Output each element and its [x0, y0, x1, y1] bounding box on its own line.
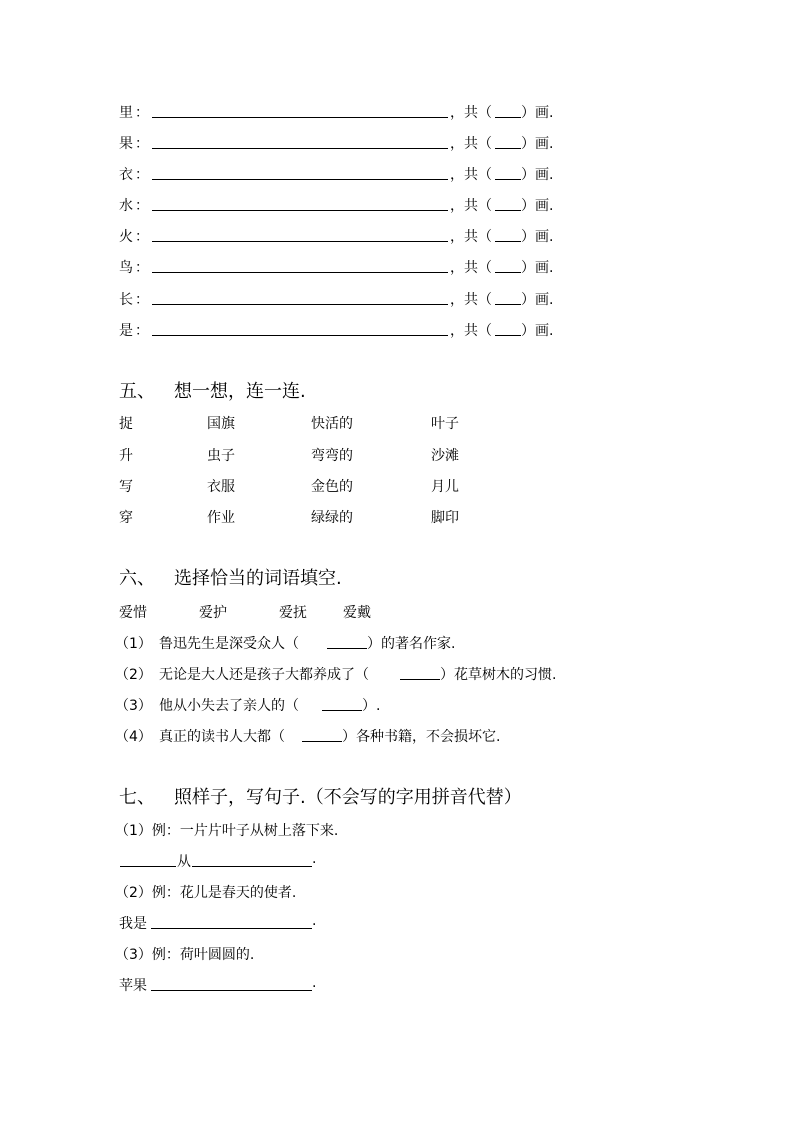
answer-blank[interactable] — [152, 335, 448, 336]
match-word[interactable]: 沙滩 — [431, 448, 459, 464]
example-sentence: （2）例：花儿是春天的使者. — [115, 885, 297, 901]
fill-blank[interactable] — [327, 648, 367, 649]
answer-blank[interactable] — [152, 272, 448, 273]
stroke-suffix-post: ）画. — [521, 292, 554, 308]
match-word[interactable]: 作业 — [207, 510, 235, 526]
match-word[interactable]: 叶子 — [431, 416, 459, 432]
colon: ： — [135, 229, 149, 245]
word-option: 爱护 — [199, 605, 227, 621]
item-text-post: ）花草树木的习惯. — [440, 667, 557, 683]
colon: ： — [135, 198, 149, 214]
example-sentence: （1）例：一片片叶子从树上落下来. — [115, 823, 339, 839]
stroke-char: 衣 — [119, 167, 133, 183]
colon: ： — [135, 167, 149, 183]
section-title: 照样子，写句子.（不会写的字用拼音代替） — [174, 787, 522, 808]
match-word[interactable]: 写 — [119, 479, 133, 495]
stroke-count-blank[interactable] — [495, 241, 521, 242]
sentence-fragment: 苹果 — [119, 978, 147, 994]
match-word[interactable]: 绿绿的 — [311, 510, 353, 526]
item-text-post: ）的著名作家. — [367, 636, 456, 652]
item-text-post: ）. — [362, 698, 381, 714]
stroke-char: 鸟 — [119, 260, 133, 276]
sentence-fragment: 我是 — [119, 916, 147, 932]
stroke-suffix-post: ）画. — [521, 136, 554, 152]
stroke-suffix-pre: ，共（ — [450, 167, 492, 183]
stroke-count-blank[interactable] — [495, 148, 521, 149]
item-text-pre: 无论是大人还是孩子大都养成了（ — [159, 667, 369, 683]
match-word[interactable]: 国旗 — [207, 416, 235, 432]
match-word[interactable]: 捉 — [119, 416, 133, 432]
answer-blank[interactable] — [151, 928, 312, 929]
match-word[interactable]: 穿 — [119, 510, 133, 526]
stroke-count-blank[interactable] — [495, 335, 521, 336]
match-word[interactable]: 月儿 — [431, 479, 459, 495]
answer-blank[interactable] — [152, 304, 448, 305]
stroke-suffix-pre: ，共（ — [450, 105, 492, 121]
sentence-end: . — [312, 913, 317, 929]
stroke-count-blank[interactable] — [495, 210, 521, 211]
stroke-suffix-post: ）画. — [521, 105, 554, 121]
stroke-count-blank[interactable] — [495, 272, 521, 273]
stroke-char: 果 — [119, 136, 133, 152]
answer-blank[interactable] — [152, 210, 448, 211]
stroke-char: 水 — [119, 198, 133, 214]
word-option: 爱抚 — [279, 605, 307, 621]
stroke-count-blank[interactable] — [495, 304, 521, 305]
answer-blank[interactable] — [152, 179, 448, 180]
section-number: 七、 — [119, 787, 155, 808]
word-option: 爱戴 — [343, 605, 371, 621]
stroke-char: 长 — [119, 292, 133, 308]
section-title: 选择恰当的词语填空. — [174, 568, 342, 589]
item-text-pre: 真正的读书人大都（ — [159, 729, 285, 745]
stroke-suffix-post: ）画. — [521, 198, 554, 214]
match-word[interactable]: 升 — [119, 448, 133, 464]
match-word[interactable]: 衣服 — [207, 479, 235, 495]
stroke-suffix-pre: ，共（ — [450, 323, 492, 339]
stroke-char: 是 — [119, 323, 133, 339]
item-number: （3） — [115, 698, 152, 714]
stroke-suffix-pre: ，共（ — [450, 260, 492, 276]
stroke-suffix-pre: ，共（ — [450, 229, 492, 245]
stroke-char: 里 — [119, 105, 133, 121]
section-number: 六、 — [119, 568, 155, 589]
match-word[interactable]: 弯弯的 — [311, 448, 353, 464]
answer-blank[interactable] — [120, 866, 176, 867]
answer-blank[interactable] — [152, 117, 448, 118]
fill-blank[interactable] — [400, 679, 440, 680]
match-word[interactable]: 快活的 — [311, 416, 353, 432]
item-text-post: ）各种书籍，不会损坏它. — [342, 729, 501, 745]
match-word[interactable]: 金色的 — [311, 479, 353, 495]
answer-blank[interactable] — [152, 148, 448, 149]
stroke-suffix-pre: ，共（ — [450, 198, 492, 214]
item-number: （2） — [115, 667, 152, 683]
answer-blank[interactable] — [192, 866, 312, 867]
sentence-end: . — [312, 975, 317, 991]
answer-blank[interactable] — [151, 990, 312, 991]
item-number: （1） — [115, 636, 152, 652]
item-text-pre: 鲁迅先生是深受众人（ — [159, 636, 299, 652]
sentence-end: . — [312, 851, 317, 867]
colon: ： — [135, 105, 149, 121]
match-word[interactable]: 脚印 — [431, 510, 459, 526]
section-number: 五、 — [119, 381, 155, 402]
match-word[interactable]: 虫子 — [207, 448, 235, 464]
stroke-suffix-post: ）画. — [521, 323, 554, 339]
stroke-suffix-post: ）画. — [521, 167, 554, 183]
colon: ： — [135, 292, 149, 308]
sentence-fragment: 从 — [177, 854, 191, 870]
stroke-count-blank[interactable] — [495, 117, 521, 118]
answer-blank[interactable] — [152, 241, 448, 242]
stroke-char: 火 — [119, 229, 133, 245]
colon: ： — [135, 260, 149, 276]
stroke-suffix-post: ）画. — [521, 229, 554, 245]
word-option: 爱惜 — [119, 605, 147, 621]
stroke-suffix-pre: ，共（ — [450, 292, 492, 308]
stroke-suffix-post: ）画. — [521, 260, 554, 276]
fill-blank[interactable] — [302, 741, 342, 742]
item-number: （4） — [115, 729, 152, 745]
colon: ： — [135, 323, 149, 339]
stroke-count-blank[interactable] — [495, 179, 521, 180]
example-sentence: （3）例：荷叶圆圆的. — [115, 947, 255, 963]
stroke-suffix-pre: ，共（ — [450, 136, 492, 152]
fill-blank[interactable] — [322, 710, 362, 711]
section-title: 想一想，连一连. — [174, 381, 306, 402]
item-text-pre: 他从小失去了亲人的（ — [159, 698, 299, 714]
colon: ： — [135, 136, 149, 152]
